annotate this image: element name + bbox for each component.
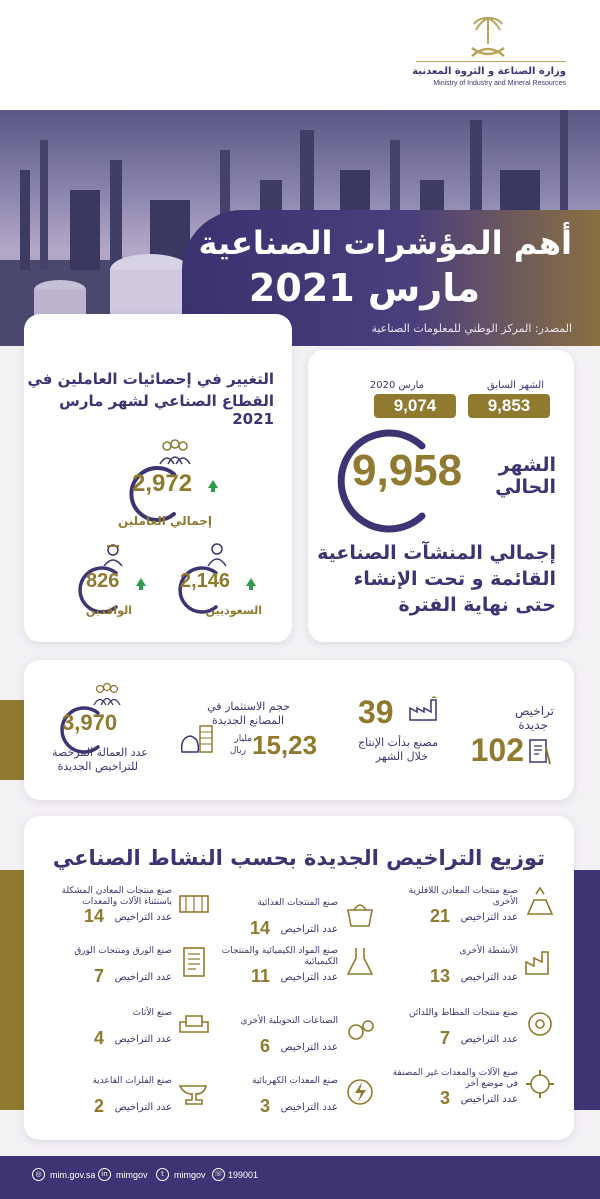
employees-card (24, 314, 292, 642)
formed-metal-icon (176, 884, 212, 920)
expat-worker-icon (102, 542, 124, 566)
expat-workers-value: 826 (86, 570, 120, 592)
activity-item: صنع الورق ومنتجات الورق عدد التراخيص 7 (42, 944, 212, 996)
header-divider (416, 61, 566, 62)
twitter-icon[interactable]: t (156, 1168, 169, 1181)
other-activities-icon (522, 944, 558, 980)
previous-month-label: الشهر السابق (487, 380, 544, 391)
investment-value: 15,23 (252, 730, 318, 760)
increase-arrow-icon (136, 578, 146, 586)
facilities-desc-2: القائمة و تحت الإنشاء (353, 568, 556, 590)
footer-phone[interactable]: 199001 (228, 1170, 259, 1180)
food-products-icon (342, 896, 378, 932)
page-subtitle: مارس 2021 (248, 266, 480, 310)
labor-value: 3,970 (62, 710, 118, 735)
investment-unit-2: ريال (229, 746, 246, 756)
globe-icon[interactable]: ◎ (32, 1168, 45, 1181)
investment-label-2: المصانع الجديدة (212, 714, 284, 727)
march-2020-value: 9,074 (374, 394, 456, 418)
investment-unit-1: مليار (234, 734, 252, 744)
machinery-gear-icon (522, 1066, 558, 1102)
labor-label-1: عدد العمالة المرخصة (52, 746, 148, 759)
license-document-icon (528, 738, 552, 766)
current-month-value: 9,958 (352, 446, 463, 495)
footer-website[interactable]: mim.gov.sa (50, 1170, 96, 1180)
phone-icon[interactable]: ☏ (212, 1168, 225, 1181)
licenses-label-1: تراخيص (514, 704, 554, 718)
march-2020-label: مارس 2020 (369, 380, 424, 391)
activity-item: صنع المعدات الكهربائية عدد التراخيص 3 (208, 1074, 378, 1126)
factories-label-2: خلال الشهر (375, 750, 428, 763)
increase-arrow-icon (208, 480, 218, 488)
employees-title-2: القطاع الصناعي لشهر مارس 2021 (59, 392, 274, 428)
activity-item: صنع المنتجات الغذائية عدد التراخيص 14 (208, 896, 378, 948)
workers-group-icon (92, 682, 122, 706)
chemicals-icon (342, 944, 378, 980)
distribution-title: توزيع التراخيص الجديدة بحسب النشاط الصناعي (52, 846, 546, 870)
paper-icon (176, 944, 212, 980)
footer-twitter[interactable]: mimgov (174, 1170, 206, 1180)
factories-value: 39 (358, 694, 394, 730)
labor-label-2: للتراخيص الجديدة (57, 760, 138, 773)
furniture-sofa-icon (176, 1006, 212, 1042)
workers-group-icon (158, 438, 192, 466)
distribution-card (24, 816, 574, 1140)
activity-item: صنع الأثاث عدد التراخيص 4 (42, 1006, 212, 1058)
activity-item: صنع المواد الكيميائية والمنتجات الكيميائية عدد التراخيص 11 (208, 944, 378, 996)
licenses-label-2: جديدة (518, 718, 548, 732)
rubber-plastics-icon (522, 1006, 558, 1042)
facilities-desc-3: حتى نهاية الفترة (398, 594, 556, 616)
factory-icon (408, 696, 438, 722)
saudi-worker-icon (206, 542, 228, 566)
ministry-name-english: Ministry of Industry and Mineral Resources (433, 80, 566, 87)
employees-title-1: التغيير في إحصائيات العاملين في (27, 370, 274, 388)
side-band-right (574, 870, 600, 1110)
electrical-icon (342, 1074, 378, 1110)
header (0, 0, 600, 110)
activity-item: صنع منتجات المعادن اللافلزية الأخرى عدد التراخيص 21 (388, 884, 558, 936)
total-workers-label: إجمالي العاملين (117, 514, 212, 528)
stats-card (24, 660, 574, 800)
footer (0, 1156, 600, 1199)
page-title: أهم المؤشرات الصناعية (198, 224, 572, 262)
saudi-workers-value: 2,146 (180, 570, 231, 592)
facilities-card (308, 350, 574, 642)
expat-workers-label: الوافدين (85, 604, 132, 617)
footer-linkedin[interactable]: mimgov (116, 1170, 148, 1180)
activity-item: الأنشطة الأخرى عدد التراخيص 13 (388, 944, 558, 996)
metal-products-icon (522, 884, 558, 920)
activity-item: صنع منتجات المطاط واللدائن عدد التراخيص 7 (388, 1006, 558, 1058)
ministry-name-arabic: وزارة الصناعة و الثروة المعدنية (412, 66, 566, 77)
licenses-value: 102 (470, 732, 524, 768)
anvil-icon (176, 1074, 212, 1110)
activity-item: الصناعات التحويلية الأخرى عدد التراخيص 6 (208, 1014, 378, 1066)
side-band-left (0, 700, 24, 780)
facilities-desc-1: إجمالي المنشآت الصناعية (317, 542, 556, 564)
linkedin-icon[interactable]: in (98, 1168, 111, 1181)
manufacturing-gears-icon (342, 1014, 378, 1050)
current-month-label-2: الحالي (495, 476, 556, 498)
money-bag-icon (178, 720, 214, 754)
investment-label-1: حجم الاستثمار في (207, 700, 290, 713)
total-workers-value: 2,972 (132, 470, 193, 497)
saudi-workers-label: السعوديين (205, 604, 262, 617)
factories-label-1: مصنع بدأت الإنتاج (357, 736, 438, 749)
increase-arrow-icon (246, 578, 256, 586)
side-band-left-lower (0, 870, 24, 1110)
current-month-label-1: الشهر (498, 454, 556, 476)
activity-item: صنع الآلات والمعدات غير المصنفة في موضع آخر عدد التراخيص 3 (388, 1066, 558, 1118)
activity-item: صنع منتجات المعادن المشكلة باستثناء الآلات والمعدات عدد التراخيص 14 (42, 884, 212, 936)
palm-swords-emblem-icon (466, 14, 510, 60)
activity-item: صنع الفلزات القاعدية عدد التراخيص 2 (42, 1074, 212, 1126)
source-note: المصدر: المركز الوطني للمعلومات الصناعية (371, 322, 572, 335)
previous-month-value: 9,853 (468, 394, 550, 418)
